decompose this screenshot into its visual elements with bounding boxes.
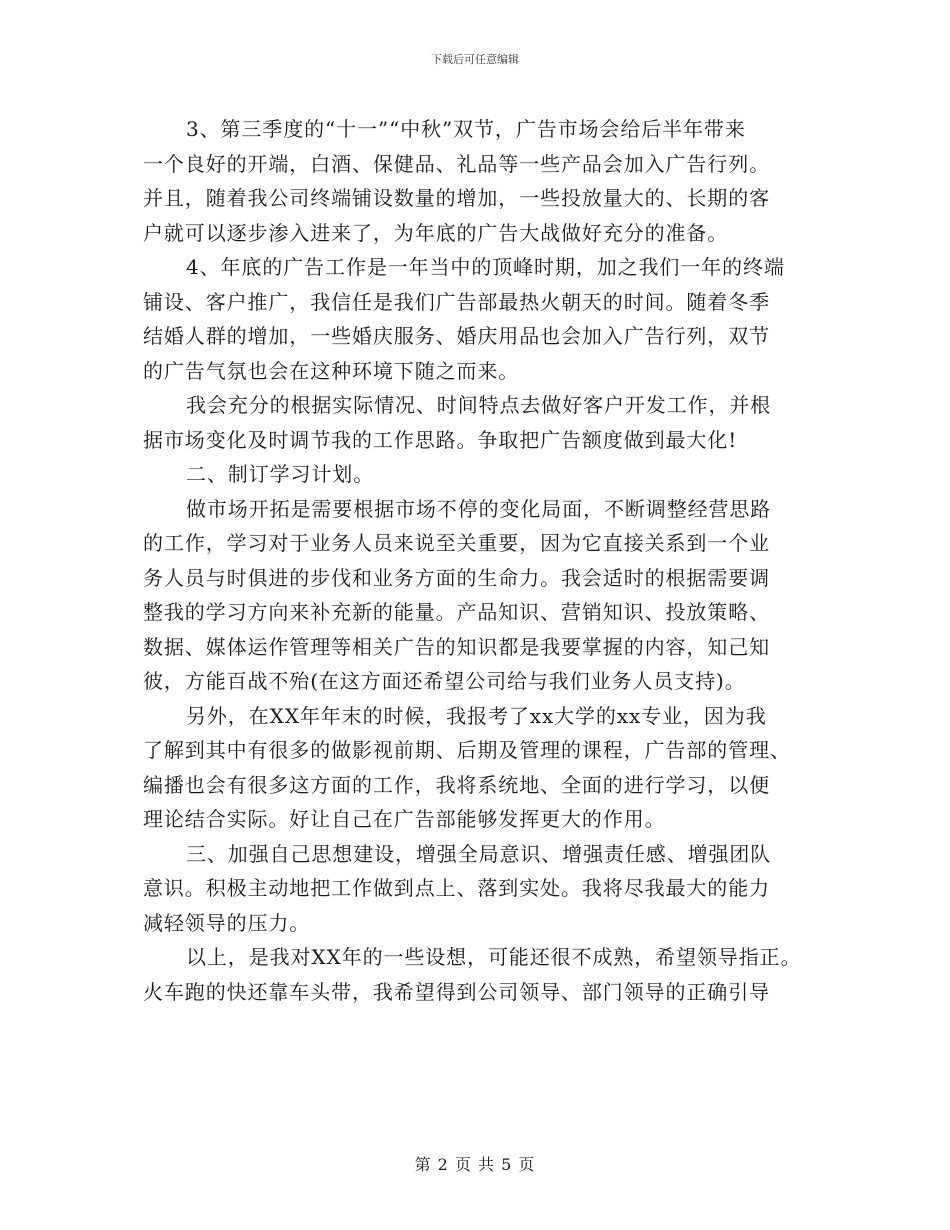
paragraph-line: 彼，方能百战不殆(在这方面还希望公司给与我们业务人员支持)。 bbox=[143, 669, 746, 693]
paragraph-line: 户就可以逐步渗入进来了，为年底的广告大战做好充分的准备。 bbox=[143, 220, 729, 245]
paragraph-line: 据市场变化及时调节我的工作思路。争取把广告额度做到最大化! bbox=[143, 427, 738, 452]
paragraph-line: 了解到其中有很多的做影视前期、后期及管理的课程，广告部的管理、 bbox=[143, 738, 791, 762]
paragraph-line: 减轻领导的压力。 bbox=[143, 910, 311, 935]
paragraph-line: 并且，随着我公司终端铺设数量的增加，一些投放量大的、长期的客 bbox=[143, 186, 770, 210]
paragraph-line: 的工作，学习对于业务人员来说至关重要，因为它直接关系到一个业 bbox=[143, 531, 770, 555]
paragraph-line: 的广告气氛也会在这种环境下随之而来。 bbox=[143, 358, 520, 383]
paragraph-line: 意识。积极主动地把工作做到点上、落到实处。我将尽我最大的能力 bbox=[143, 876, 770, 900]
paragraph-line: 火车跑的快还靠车头带，我希望得到公司领导、部门领导的正确引导 bbox=[143, 979, 770, 1004]
paragraph-line: 另外，在XX年年末的时候，我报考了xx大学的xx专业，因为我 bbox=[186, 703, 767, 728]
section-heading: 二、制订学习计划。 bbox=[186, 462, 375, 486]
paragraph-line: 做市场开拓是需要根据市场不停的变化局面，不断调整经营思路 bbox=[186, 496, 772, 521]
paragraph-line: 以上，是我对XX年的一些设想，可能还很不成熟，希望领导指正。 bbox=[186, 945, 802, 969]
paragraph-line: 结婚人群的增加，一些婚庆服务、婚庆用品也会加入广告行列，双节 bbox=[143, 324, 770, 348]
paragraph-line: 理论结合实际。好让自己在广告部能够发挥更大的作用。 bbox=[143, 807, 666, 831]
paragraph-line: 数据、媒体运作管理等相关广告的知识都是我要掌握的内容，知己知 bbox=[143, 634, 770, 659]
paragraph-line: 编播也会有很多这方面的工作，我将系统地、全面的进行学习，以便 bbox=[143, 772, 770, 797]
paragraph-line: 务人员与时俱进的步伐和业务方面的生命力。我会适时的根据需要调 bbox=[143, 565, 770, 590]
page-header: 下载后可任意编辑 bbox=[431, 53, 519, 66]
paragraph-line: 3、第三季度的“十一”“中秋”双节，广告市场会给后半年带来 bbox=[186, 117, 746, 141]
document-body bbox=[143, 112, 823, 1009]
paragraph-line: 我会充分的根据实际情况、时间特点去做好客户开发工作，并根 bbox=[186, 393, 772, 417]
section-heading: 三、加强自己思想建设，增强全局意识、增强责任感、增强团队 bbox=[186, 841, 772, 866]
paragraph-line: 一个良好的开端，白酒、保健品、礼品等一些产品会加入广告行列。 bbox=[143, 151, 770, 176]
paragraph-line: 4、年底的广告工作是一年当中的顶峰时期，加之我们一年的终端 bbox=[186, 255, 785, 279]
paragraph-line: 铺设、客户推广，我信任是我们广告部最热火朝天的时间。随着冬季 bbox=[143, 289, 770, 314]
page-number: 第 2 页 共 5 页 bbox=[414, 1155, 536, 1174]
paragraph-line: 整我的学习方向来补充新的能量。产品知识、营销知识、投放策略、 bbox=[143, 600, 770, 624]
